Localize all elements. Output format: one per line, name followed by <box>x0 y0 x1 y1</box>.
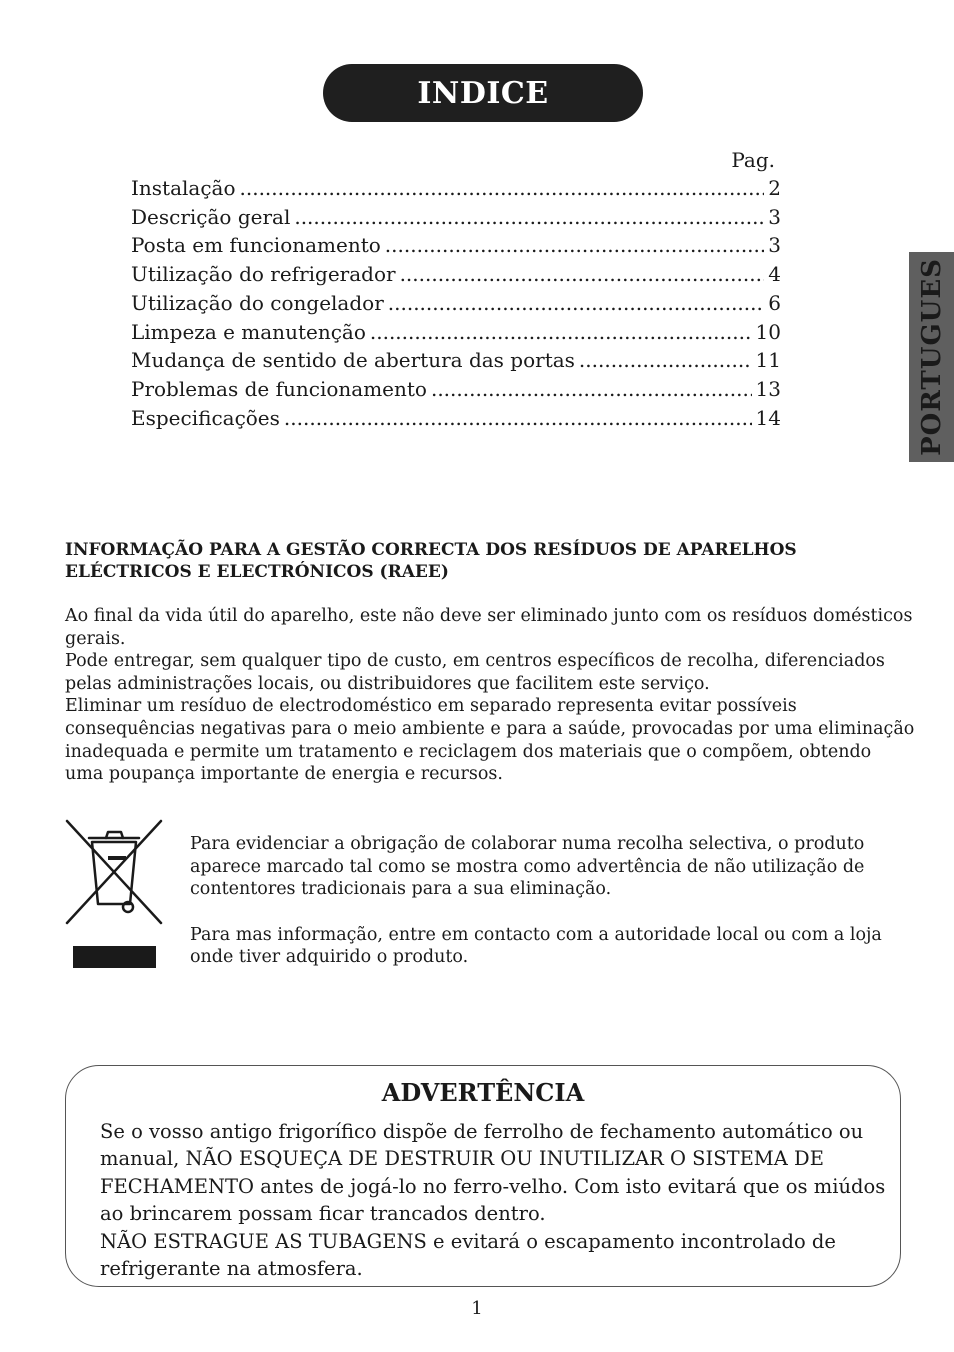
table-of-contents <box>131 146 781 432</box>
toc-entry-page: 3 <box>768 233 781 258</box>
toc-entry <box>131 260 781 289</box>
toc-entry-page: 13 <box>755 376 781 401</box>
toc-dot-leader <box>370 318 752 347</box>
toc-dot-leader <box>388 289 765 318</box>
raee-body <box>65 605 915 786</box>
toc-dot-leader <box>294 203 764 232</box>
toc-entry <box>131 289 781 318</box>
raee-paragraph: Pode entregar, sem qualquer tipo de custo, em centros específicos de recolha, diferenciados pelas administrações locais, ou distribuidores que facilitem este serviço. <box>65 651 885 694</box>
warning-box <box>65 1065 901 1287</box>
toc-entry-title: Posta em funcionamento <box>131 233 381 258</box>
language-tab-label: PORTUGUES <box>916 258 947 456</box>
toc-dot-leader <box>579 346 752 375</box>
crossed-out-wheeled-bin-icon <box>64 818 164 928</box>
toc-entry-page: 14 <box>755 405 781 430</box>
toc-dot-leader <box>400 260 765 289</box>
symbol-paragraph: Para mas informação, entre em contacto com a autoridade local ou com a loja onde tiver adquirido o produto. <box>190 924 882 968</box>
symbol-paragraph: Para evidenciar a obrigação de colaborar numa recolha selectiva, o produto aparece marcado tal como se mostra como advertência de não utilização de contentores tradicionais para a sua eliminação. <box>190 834 865 900</box>
toc-dot-leader <box>385 231 764 260</box>
toc-entry-title: Utilização do refrigerador <box>131 262 396 287</box>
toc-dot-leader <box>431 375 752 404</box>
toc-entry-page: 4 <box>768 262 781 287</box>
warning-body <box>100 1118 890 1282</box>
language-tab <box>909 252 954 462</box>
toc-entry-page: 2 <box>768 176 781 200</box>
toc-entry-title: Mudança de sentido de abertura das portas <box>131 348 575 373</box>
raee-paragraph: Ao final da vida útil do aparelho, este não deve ser eliminado junto com os resíduos domésticos gerais. <box>65 606 913 649</box>
toc-entry-page: 6 <box>768 290 781 315</box>
toc-entry-title: Especificações <box>131 405 280 430</box>
warning-paragraph: NÃO ESTRAGUE AS TUBAGENS e evitará o escapamento incontrolado de refrigerante na atmosfera. <box>100 1229 836 1281</box>
toc-entry <box>131 203 781 232</box>
warning-title: ADVERTÊNCIA <box>381 1078 585 1107</box>
toc-entry <box>131 174 781 203</box>
raee-heading: INFORMAÇÃO PARA A GESTÃO CORRECTA DOS RESÍDUOS DE APARELHOS ELÉCTRICOS E ELECTRÓNICOS (RAEE) <box>65 540 797 582</box>
toc-dot-leader <box>240 174 765 203</box>
index-title-text: INDICE <box>417 75 549 111</box>
toc-entry-title: Limpeza e manutenção <box>131 319 366 344</box>
toc-entry-page: 11 <box>755 348 781 373</box>
toc-page-header: Pag. <box>731 148 775 172</box>
toc-entry <box>131 346 781 375</box>
toc-dot-leader <box>284 404 752 433</box>
toc-entry <box>131 375 781 404</box>
toc-entry <box>131 318 781 347</box>
toc-entry-title: Problemas de funcionamento <box>131 376 427 401</box>
toc-entry <box>131 231 781 260</box>
page-number: 1 <box>471 1298 483 1319</box>
symbol-explanation <box>190 833 890 969</box>
toc-entry-title: Utilização do congelador <box>131 290 384 315</box>
toc-entry-title: Instalação <box>131 176 236 200</box>
raee-paragraph: Eliminar um resíduo de electrodoméstico em separado representa evitar possíveis consequências negativas para o meio ambiente e para a saúde, provocadas por uma eliminação inadequada e permite um tratamento e reciclagem dos materiais que o compõem, obtendo uma poupança importante de energia e recursos. <box>65 696 915 785</box>
warning-paragraph: Se o vosso antigo frigorífico dispõe de ferrolho de fechamento automático ou manual, NÃO ESQUEÇA DE DESTRUIR OU INUTILIZAR O SISTEMA DE FECHAMENTO antes de jogá-lo no ferro-velho. Com isto evitará que os miúdos ao brincarem possam ficar trancados dentro. <box>100 1120 886 1226</box>
toc-entry-page: 3 <box>768 204 781 229</box>
toc-entry-title: Descrição geral <box>131 204 291 229</box>
index-title <box>323 64 643 122</box>
toc-entry-page: 10 <box>755 319 781 344</box>
toc-entry <box>131 404 781 433</box>
separate-collection-bar <box>73 946 156 968</box>
